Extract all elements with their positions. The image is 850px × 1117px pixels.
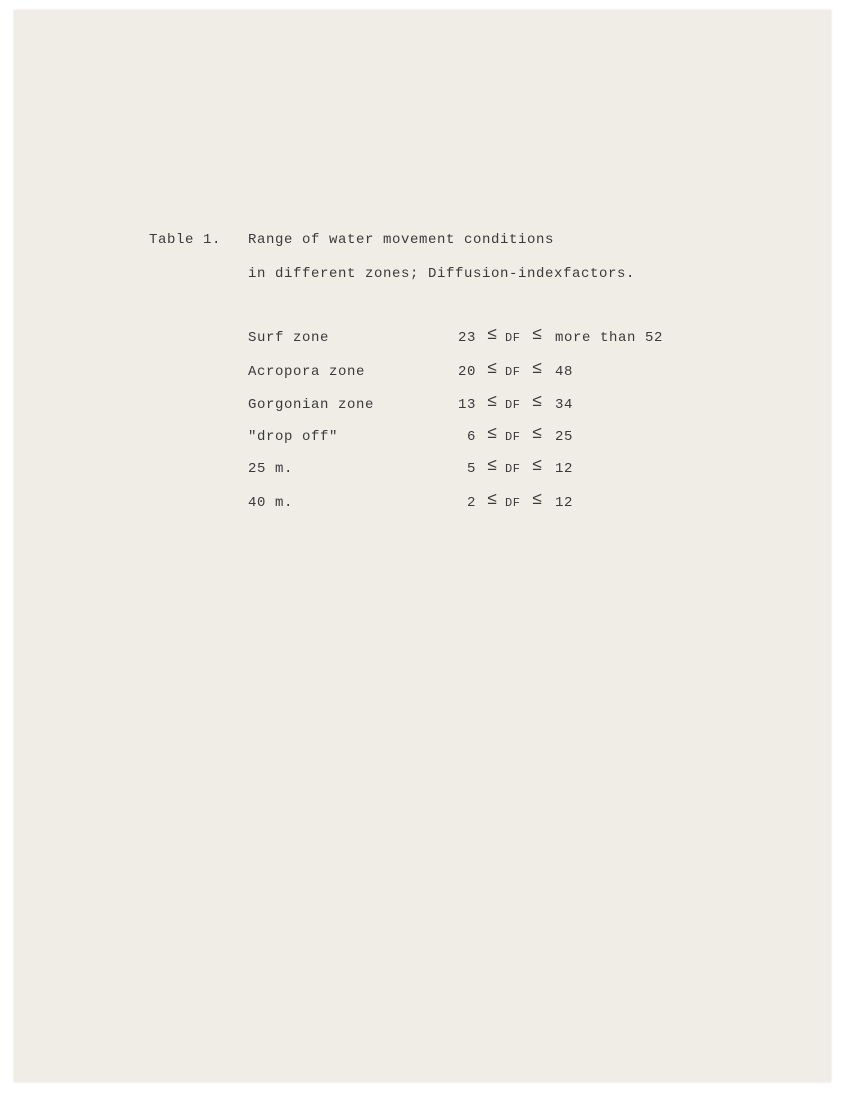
less-equal-symbol: ≤ <box>487 491 498 510</box>
lower-bound: 23 <box>457 330 476 346</box>
lower-bound: 13 <box>457 397 476 413</box>
less-equal-symbol: ≤ <box>487 360 498 379</box>
table-row <box>0 393 850 417</box>
upper-bound: more than 52 <box>555 330 664 346</box>
zone-name: 25 m. <box>248 461 294 477</box>
zone-name: Surf zone <box>248 330 330 346</box>
lower-bound: 20 <box>457 364 476 380</box>
zone-name: "drop off" <box>248 429 339 445</box>
upper-bound: 34 <box>555 397 574 413</box>
table-caption-line-2: in different zones; Diffusion-indexfactors. <box>248 266 636 282</box>
table-row <box>0 360 850 384</box>
table-label: Table 1. <box>149 232 222 248</box>
zone-name: Gorgonian zone <box>248 397 375 413</box>
table-row <box>0 491 850 515</box>
df-label: DF <box>505 430 521 444</box>
df-label: DF <box>505 365 521 379</box>
less-equal-symbol: ≤ <box>487 393 498 412</box>
upper-bound: 12 <box>555 495 574 511</box>
lower-bound: 5 <box>466 461 476 477</box>
df-label: DF <box>505 462 521 476</box>
less-equal-symbol: ≤ <box>532 393 543 412</box>
lower-bound: 2 <box>466 495 476 511</box>
less-equal-symbol: ≤ <box>532 360 543 379</box>
less-equal-symbol: ≤ <box>532 425 543 444</box>
document-page <box>14 10 831 1082</box>
less-equal-symbol: ≤ <box>532 457 543 476</box>
less-equal-symbol: ≤ <box>487 425 498 444</box>
less-equal-symbol: ≤ <box>532 326 543 345</box>
table-row <box>0 425 850 449</box>
table-row <box>0 457 850 481</box>
lower-bound: 6 <box>466 429 476 445</box>
upper-bound: 25 <box>555 429 574 445</box>
df-label: DF <box>505 398 521 412</box>
table-row <box>0 326 850 350</box>
less-equal-symbol: ≤ <box>532 491 543 510</box>
less-equal-symbol: ≤ <box>487 326 498 345</box>
less-equal-symbol: ≤ <box>487 457 498 476</box>
df-label: DF <box>505 496 521 510</box>
zone-name: 40 m. <box>248 495 294 511</box>
zone-name: Acropora zone <box>248 364 366 380</box>
upper-bound: 48 <box>555 364 574 380</box>
df-label: DF <box>505 331 521 345</box>
upper-bound: 12 <box>555 461 574 477</box>
table-caption-line-1: Range of water movement conditions <box>248 232 555 248</box>
